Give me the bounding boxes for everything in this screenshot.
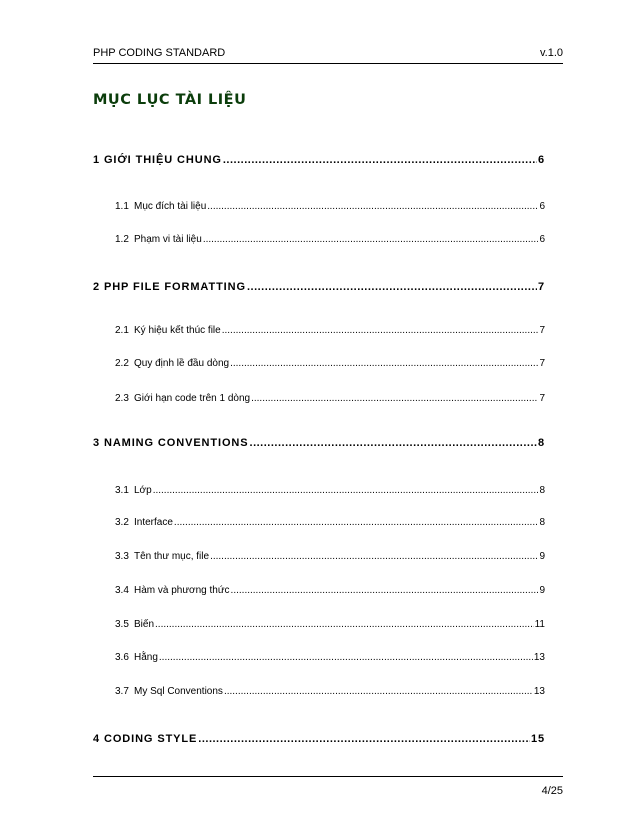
toc-leader — [159, 652, 533, 663]
toc-label: Giới hạn code trên 1 dòng — [134, 393, 251, 404]
document-version: v.1.0 — [539, 47, 563, 59]
toc-entry-3-6[interactable] — [115, 652, 545, 663]
toc-page: 8 — [539, 485, 545, 496]
toc-page: 7 — [539, 358, 545, 369]
toc-leader — [153, 485, 539, 496]
toc-leader — [198, 733, 530, 745]
toc-number: 1.2 — [115, 234, 129, 245]
toc-leader — [250, 437, 537, 449]
toc-number: 1.1 — [115, 201, 129, 212]
toc-leader — [174, 517, 539, 528]
toc-page: 6 — [537, 154, 545, 166]
toc-number: 2.3 — [115, 393, 129, 404]
toc-entry-1-2[interactable] — [115, 234, 545, 245]
toc-page: 9 — [539, 585, 545, 596]
toc-leader — [224, 686, 533, 697]
toc-page: 6 — [539, 234, 545, 245]
toc-entry-2-1[interactable] — [115, 325, 545, 336]
toc-label: Ký hiệu kết thúc file — [134, 325, 221, 336]
toc-entry-2[interactable] — [93, 281, 545, 293]
toc-page: 13 — [533, 652, 545, 663]
toc-entry-3-5[interactable] — [115, 619, 545, 630]
toc-leader — [203, 234, 539, 245]
toc-leader — [231, 585, 539, 596]
toc-leader — [222, 325, 539, 336]
toc-page: 7 — [539, 393, 545, 404]
toc-page: 9 — [539, 551, 545, 562]
toc-entry-2-2[interactable] — [115, 358, 545, 369]
toc-entry-3-2[interactable] — [115, 517, 545, 528]
toc-entry-1[interactable] — [93, 154, 545, 166]
toc-label: 3 NAMING CONVENTIONS — [93, 437, 249, 449]
toc-entry-3-1[interactable] — [115, 485, 545, 496]
toc-leader — [207, 201, 538, 212]
toc-page: 13 — [533, 686, 545, 697]
toc-entry-3-3[interactable] — [115, 551, 545, 562]
toc-number: 3.2 — [115, 517, 129, 528]
toc-leader — [247, 281, 537, 293]
toc-number: 3.1 — [115, 485, 129, 496]
toc-number: 3.5 — [115, 619, 129, 630]
toc-page: 11 — [534, 619, 545, 630]
toc-label: Interface — [134, 517, 173, 528]
toc-leader — [230, 358, 538, 369]
toc-entry-3-7[interactable] — [115, 686, 545, 697]
toc-entry-4[interactable] — [93, 733, 545, 745]
toc-label: Lớp — [134, 485, 152, 496]
toc-page: 6 — [539, 201, 545, 212]
toc-page: 8 — [537, 437, 545, 449]
toc-label: Biến — [134, 619, 155, 630]
toc-entry-2-3[interactable] — [115, 393, 545, 404]
toc-label: Phạm vi tài liệu — [134, 234, 202, 245]
toc-entry-1-1[interactable] — [115, 201, 545, 212]
toc-leader — [223, 154, 537, 166]
toc-number: 3.3 — [115, 551, 129, 562]
toc-label: 4 CODING STYLE — [93, 733, 198, 745]
toc-number: 2.2 — [115, 358, 129, 369]
toc-title: MỤC LỤC TÀI LIỆU — [93, 92, 247, 108]
toc-label: 2 PHP FILE FORMATTING — [93, 281, 246, 293]
toc-page: 8 — [539, 517, 545, 528]
toc-number: 3.7 — [115, 686, 129, 697]
toc-label: 1 GIỚI THIỆU CHUNG — [93, 154, 222, 166]
toc-leader — [251, 393, 538, 404]
toc-number: 3.4 — [115, 585, 129, 596]
toc-label: Tên thư mục, file — [134, 551, 210, 562]
toc-leader — [155, 619, 534, 630]
toc-label: Hàm và phương thức — [134, 585, 230, 596]
toc-page: 7 — [539, 325, 545, 336]
toc-page: 7 — [537, 281, 545, 293]
toc-leader — [210, 551, 538, 562]
toc-label: Quy định lề đầu dòng — [134, 358, 230, 369]
document-title: PHP CODING STANDARD — [93, 47, 226, 59]
footer-divider — [93, 776, 563, 777]
toc-number: 3.6 — [115, 652, 129, 663]
page-header — [93, 47, 563, 64]
toc-label: Mục đích tài liệu — [134, 201, 207, 212]
page-number: 4/25 — [541, 785, 563, 797]
toc-label: My Sql Conventions — [134, 686, 223, 697]
toc-entry-3-4[interactable] — [115, 585, 545, 596]
toc-entry-3[interactable] — [93, 437, 545, 449]
toc-number: 2.1 — [115, 325, 129, 336]
toc-label: Hằng — [134, 652, 158, 663]
toc-page: 15 — [530, 733, 545, 745]
